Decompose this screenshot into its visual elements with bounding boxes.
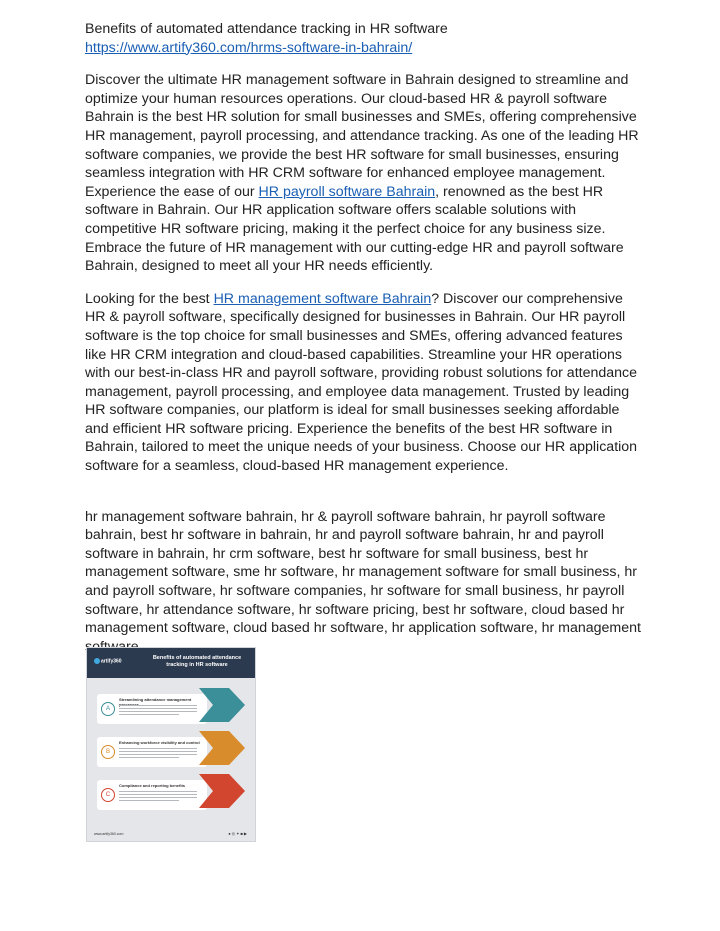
benefit-title-c: Compliance and reporting benefits bbox=[119, 783, 186, 788]
badge-b: B bbox=[101, 745, 115, 759]
document-page bbox=[85, 20, 641, 656]
social-icons bbox=[228, 831, 248, 836]
paragraph-2 bbox=[85, 290, 641, 476]
infographic-footer-url: www.artify360.com bbox=[94, 832, 124, 836]
keywords-paragraph: hr management software bahrain, hr & payroll software bahrain, hr payroll software bahrain, best hr software in bahrain, hr and payroll software bahrain, hr and payroll software in bahrain, hr crm software, best hr software for small business, best hr management software, sme hr software, hr management software for small business, hr and payroll software, hr software companies, hr software for small business, hr payroll software, hr attendance software, hr software pricing, best hr software, cloud based hr management software, cloud based hr software, hr application software, hr management bbox=[85, 508, 641, 637]
paragraph-2-text-a: Looking for the best bbox=[85, 290, 214, 307]
arrow-b-icon bbox=[199, 731, 245, 765]
linkedin-icon: ■ bbox=[240, 831, 244, 836]
arrow-a-icon bbox=[199, 688, 245, 722]
infographic-header bbox=[87, 648, 255, 678]
paragraph-1-text-b: , renowned as the best HR software in Bahrain. Our HR application software offers scalable solutions with competitive HR software pricing, making it the perfect choice for any business size. Embrace the future of HR management with our cutting-edge HR and payroll software Bahrain, designed to meet all your HR needs efficiently. bbox=[85, 183, 624, 275]
benefit-card-b bbox=[97, 737, 207, 767]
paragraph-2-text-b: ? Discover our comprehensive HR & payroll software, specifically designed for businesses in Bahrain. Our HR payroll software is the top choice for small businesses and SMEs, offering advanced features like HR CRM integration and cloud-based capabilities. Streamline your HR operations with our best-in-class HR and payroll software, providing robust solutions for attendance management, payroll processing, and employee data management. Trusted by leading HR software companies, our platform is ideal for small businesses seeking affordable and efficient HR software pricing. Experience the benefits of the best HR software in Bahrain, tailored to meet the unique needs of your business. Choose our HR application software for a seamless, cloud-based HR management experience. bbox=[85, 290, 638, 475]
badge-c: C bbox=[101, 788, 115, 802]
benefit-title-b: Enhancing workforce visibility and control bbox=[119, 740, 200, 745]
benefit-card-a bbox=[97, 694, 207, 724]
infographic-image bbox=[86, 647, 256, 842]
arrow-c-icon bbox=[199, 774, 245, 808]
badge-a: A bbox=[101, 702, 115, 716]
youtube-icon: ▶ bbox=[243, 831, 248, 836]
paragraph-1-text-a: Discover the ultimate HR management software in Bahrain designed to streamline and optimize your human resources operations. Our cloud-based HR & payroll software Bahrain is the best HR solution for small businesses and SMEs, offering comprehensive HR management, payroll processing, and attendance tracking. As one of the leading HR software companies, we provide the best HR software for small businesses, ensuring seamless integration with HR CRM software for enhanced employee management. Experience the ease of our bbox=[85, 72, 639, 200]
benefit-card-c bbox=[97, 780, 207, 810]
doc-url-link[interactable]: https://www.artify360.com/hrms-software-in-bahrain/ bbox=[85, 39, 413, 56]
facebook-icon: ● bbox=[228, 831, 232, 836]
instagram-icon: ◎ bbox=[231, 831, 237, 836]
infographic-title: Benefits of automated attendance tracking in HR software bbox=[152, 655, 242, 668]
hr-payroll-link[interactable]: HR payroll software Bahrain bbox=[258, 183, 436, 200]
doc-title: Benefits of automated attendance tracking in HR software bbox=[85, 21, 448, 37]
hr-management-link[interactable]: HR management software Bahrain bbox=[213, 290, 432, 307]
artify-logo: artify360 bbox=[94, 658, 122, 664]
paragraph-1 bbox=[85, 71, 641, 276]
benefit-title-a: Streamlining attendance management bbox=[119, 697, 192, 702]
twitter-icon: ✦ bbox=[236, 831, 241, 836]
